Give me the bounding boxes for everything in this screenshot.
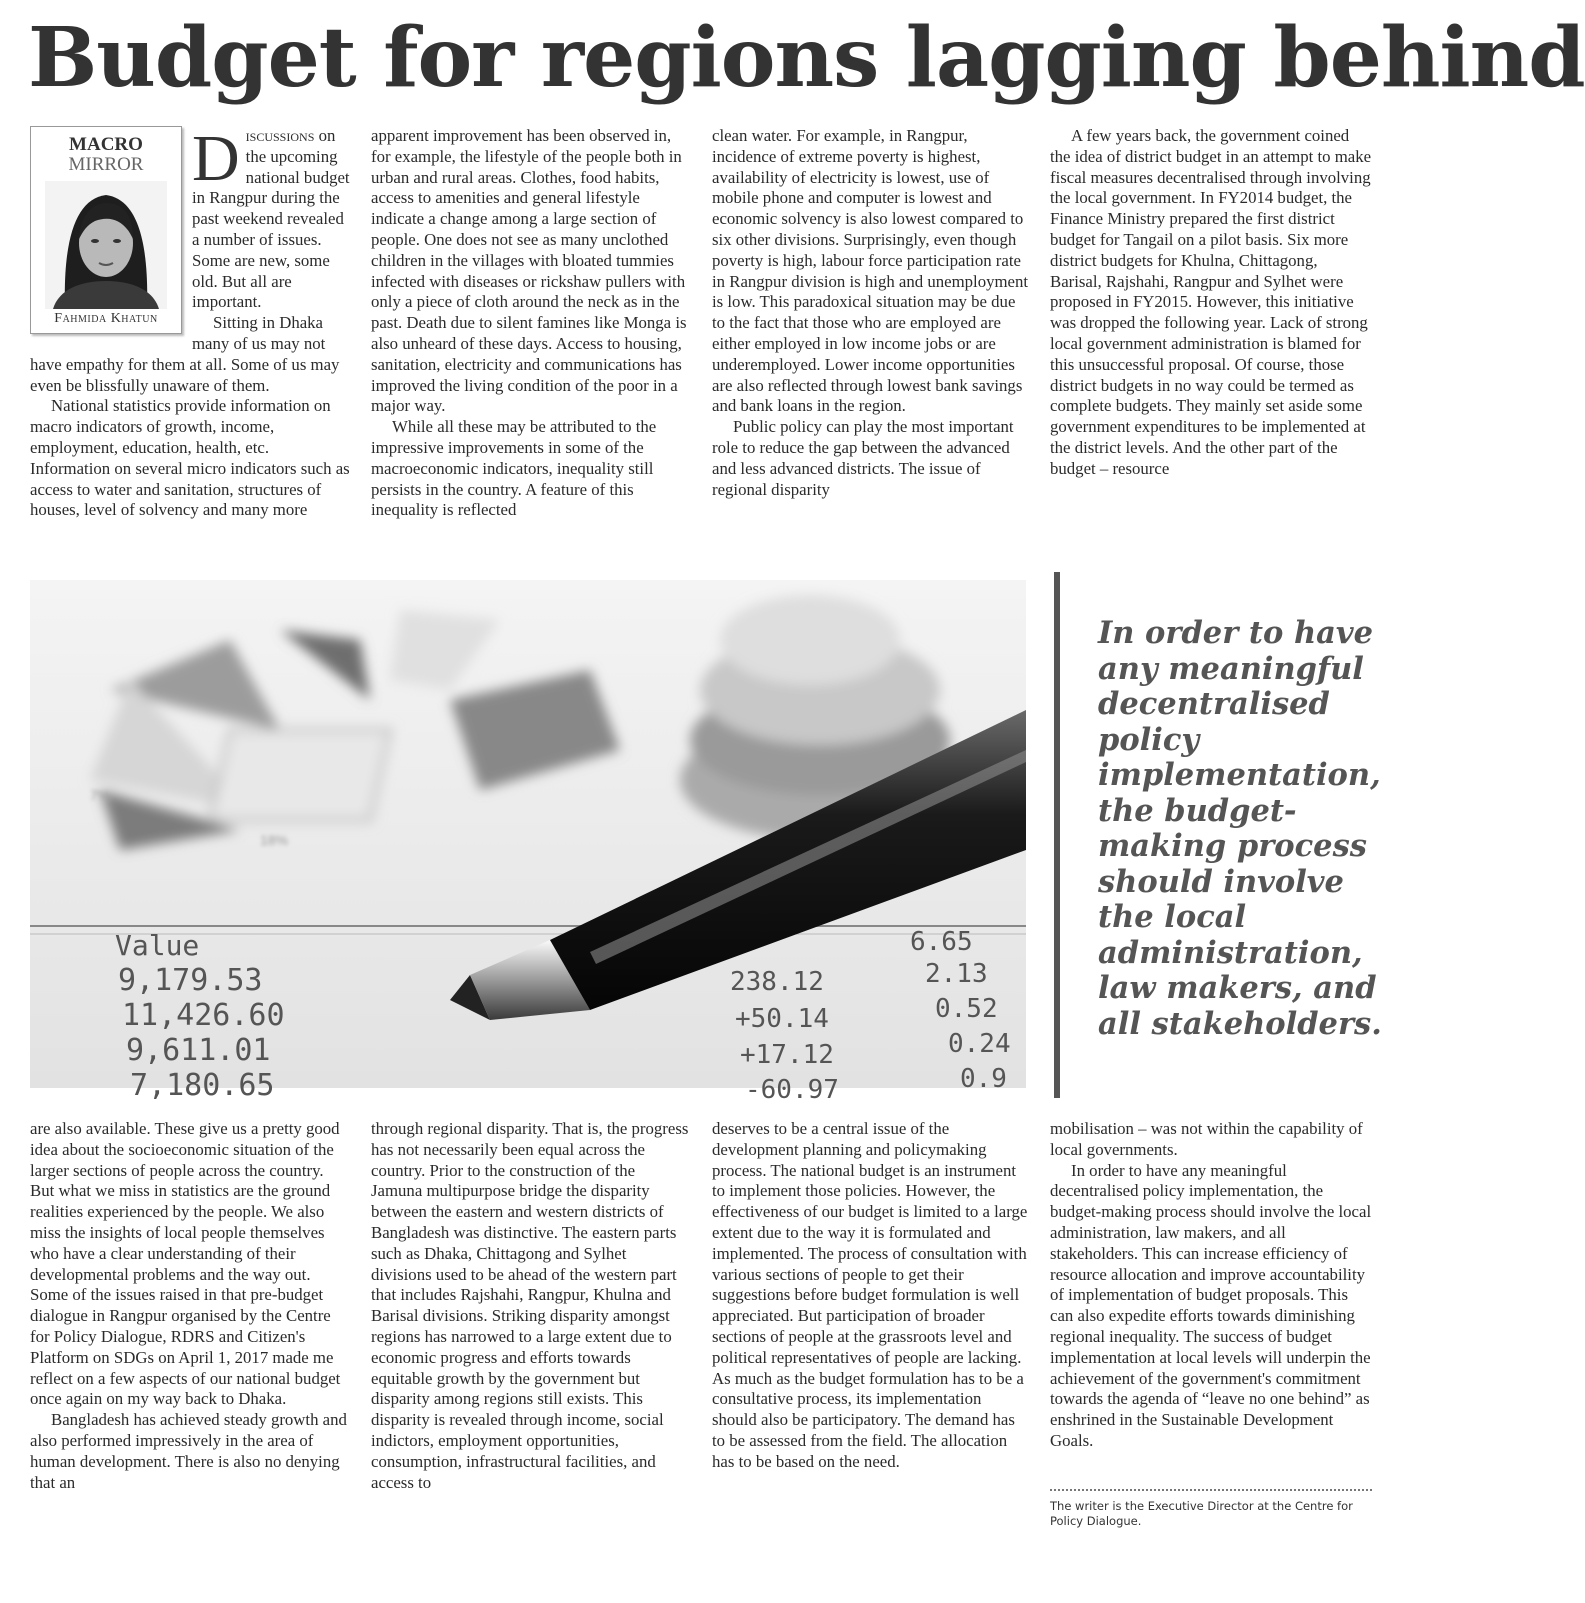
figure-value: 0.24 (948, 1029, 1011, 1059)
column-3-top (712, 126, 1030, 500)
headline: Budget for regions lagging behind (28, 10, 1585, 106)
figure-value: -60.97 (745, 1075, 839, 1105)
figure-value: 9,611.01 (126, 1033, 271, 1068)
column-kicker-line2: MIRROR (68, 154, 144, 175)
paragraph: While all these may be attributed to the impressive improvements in some of the macroeconomic indicators, inequality still persists in the country. A feature of this inequality is reflected (371, 417, 657, 520)
paragraph: In order to have any meaningful decentralised policy implementation, the budget-making process should involve the local administration, law makers, and all stakeholders. This can increase efficiency of resource allocation and improve accountability of implementation of budget proposals. This can also expedite efforts towards diminishing regional inequality. The success of budget implementation at local levels will underpin the achievement of the government's commitment towards the agenda of “leave no one behind” as enshrined in the Sustainable Development Goals. (1050, 1160, 1372, 1450)
figure-value: 2.13 (925, 959, 988, 989)
paragraph: apparent improvement has been observed in, for example, the lifestyle of the people both in urban and rural areas. Clothes, food habits, access to amenities and general lifestyle indicate a change among a large section of people. One does not see as many unclothed children in the villages with bloated tummies infected with diseases or rickshaw pullers with only a piece of cloth around the neck as in the past. Death due to silent famines like Monga is also unheard of these days. Access to housing, sanitation, electricity and communications has improved the living condition of the poor in a major way. (371, 126, 687, 416)
paragraph: Bangladesh has achieved steady growth and also performed impressively in the area of human development. There is also no denying that an (30, 1410, 347, 1492)
figure-value-header: Value (115, 929, 200, 962)
pull-quote (1054, 572, 1394, 1098)
lead-text: on the upcoming national budget in Rangpur during the past weekend revealed a number of issues. Some are new, some old. But all are important. (192, 126, 350, 312)
paragraph: A few years back, the government coined the idea of district budget in an attempt to make fiscal measures decentralised through involving the local government. In FY2014 budget, the Finance Ministry prepared the first district budget for Tangail on a pilot basis. Six more district budgets for Khulna, Chittagong, Barisal, Rajshahi, Rangpur and Sylhet were proposed in FY2015. However, this initiative was dropped the following year. Lack of strong local government administration is blamed for this unsuccessful proposal. Of course, those district budgets in no way could be termed as complete budgets. They mainly set aside some government expenditures to be implemented at the district levels. And the other part of the budget – resource (1050, 126, 1372, 478)
paragraph: clean water. For example, in Rangpur, incidence of extreme poverty is highest, availability of electricity is lowest, use of mobile phone and computer is lowest and economic solvency is also lowest compared to six other divisions. Surprisingly, even though poverty is high, labour force participation rate in Rangpur division is high and unemployment is low. This paradoxical situation may be due to the fact that those who are employed are either employed in low income jobs or are underemployed. Lower income opportunities are also reflected through lowest bank savings and bank loans in the region. (712, 126, 1029, 416)
pull-quote-text: In order to have any meaningful decentralised policy implementation, the budget-making process should involve the local administration, law makers, and all stakeholders. (1098, 615, 1382, 1042)
paragraph: Public policy can play the most important role to reduce the gap between the advanced and less advanced districts. The issue of regional disparity (712, 417, 1014, 499)
byline-divider (1050, 1489, 1372, 1491)
author-profile-box (30, 126, 182, 334)
figure-value: 6.65 (910, 927, 973, 957)
paragraph: National statistics provide information on macro indicators of growth, income, employment, education, health, etc. Information on several micro indicators such as access to water and sanitation, structures of houses, level of solvency and many more (30, 396, 350, 520)
column-1-bottom (30, 1119, 350, 1493)
author-name: Fahmida Khatun (54, 311, 158, 326)
figure-value: 238.12 (730, 967, 824, 997)
article-photo (30, 580, 1026, 1105)
figure-value: +17.12 (740, 1040, 834, 1070)
paragraph: through regional disparity. That is, the progress has not necessarily been equal across the country. Prior to the construction of the Jamuna multipurpose bridge the disparity between the eastern and western districts of Bangladesh was distinctive. The eastern parts such as Dhaka, Chittagong and Sylhet divisions used to be ahead of the western part that includes Rajshahi, Rangpur, Khulna and Barisal divisions. Striking disparity amongst regions has narrowed to a large extent due to economic progress and efforts towards equitable growth by the government but disparity among regions still exists. This disparity is revealed through income, social indictors, employment opportunities, consumption, infrastructural facilities, and access to (371, 1119, 689, 1492)
figure-pie-label: 7% (90, 787, 111, 803)
figure-value: 0.52 (935, 994, 998, 1024)
figure-pie-label: 18% (260, 832, 289, 848)
column-4-bottom (1050, 1119, 1372, 1452)
column-2-top (371, 126, 689, 521)
figure-value: 9,179.53 (118, 963, 263, 998)
column-kicker-line1: MACRO (69, 134, 143, 155)
column-1-top (30, 122, 350, 521)
author-photo (45, 181, 167, 309)
column-4-top (1050, 126, 1372, 480)
lead-smallcaps: iscussions (245, 126, 315, 145)
author-byline: The writer is the Executive Director at the Centre for Policy Dialogue. (1050, 1499, 1353, 1528)
paragraph: Sitting in Dhaka many of us may not have empathy for them at all. Some of us may even be blissfully unaware of them. (30, 313, 340, 395)
paragraph: deserves to be a central issue of the development planning and policymaking process. The national budget is an instrument to implement those policies. However, the effectiveness of our budget is limited to a large extent due to the way it is formulated and implemented. The process of consultation with various sections of people to get their suggestions before budget formulation is well appreciated. But participation of broader sections of people at the grassroots level and political representatives of people are lacking. As much as the budget formulation has to be a consultative process, its implementation should also be participatory. The demand has to be assessed from the field. The allocation has to be based on the need. (712, 1119, 1028, 1471)
drop-cap: D (192, 122, 240, 195)
figure-value: 0.9 (960, 1064, 1007, 1094)
column-2-bottom (371, 1119, 689, 1493)
column-3-bottom (712, 1119, 1030, 1473)
paragraph: are also available. These give us a pretty good idea about the socioeconomic situation of the larger sections of people across the country. But what we miss in statistics are the ground realities experienced by the people. We also miss the insights of local people themselves who have a clear understanding of their developmental problems and the way out. Some of the issues raised in that pre-budget dialogue in Rangpur organised by the Centre for Policy Dialogue, RDRS and Citizen's Platform on SDGs on April 1, 2017 made me reflect on a few aspects of our national budget once again on my way back to Dhaka. (30, 1119, 341, 1409)
figure-value: 7,180.65 (130, 1068, 275, 1103)
figure-value: +50.14 (735, 1004, 829, 1034)
figure-value: 11,426.60 (122, 998, 285, 1033)
paragraph: mobilisation – was not within the capability of local governments. (1050, 1119, 1363, 1159)
